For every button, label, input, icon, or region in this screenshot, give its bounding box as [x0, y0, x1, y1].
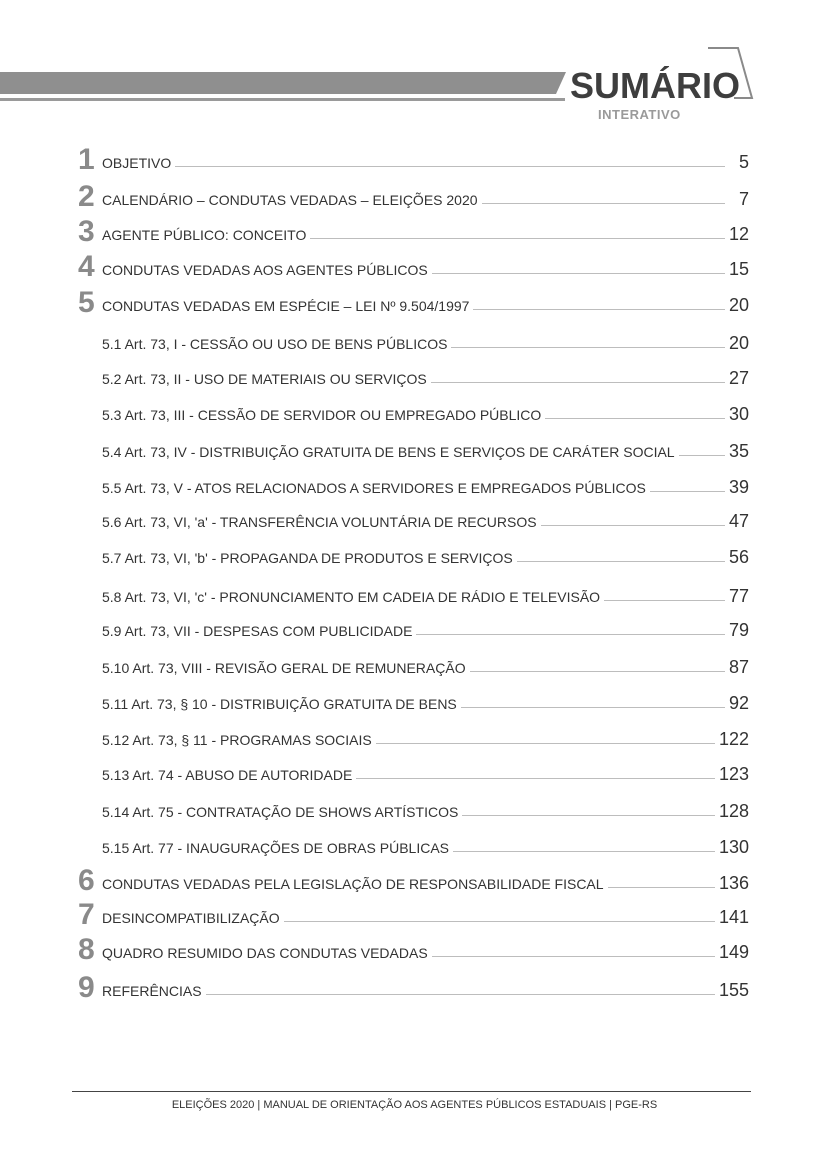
toc-entry[interactable] — [0, 217, 829, 247]
toc-page-number[interactable]: 79 — [725, 620, 749, 641]
toc-subentry[interactable] — [0, 470, 829, 500]
toc-section-number: 4 — [78, 250, 95, 283]
toc-page-number[interactable]: 39 — [725, 477, 749, 498]
toc-section-number: 3 — [78, 215, 95, 248]
toc-title[interactable]: 5.1 Art. 73, I - CESSÃO OU USO DE BENS PÚBLICOS — [102, 336, 451, 352]
toc-title[interactable]: CONDUTAS VEDADAS EM ESPÉCIE – LEI Nº 9.504/1997 — [102, 298, 473, 314]
toc-subentry[interactable] — [0, 722, 829, 752]
toc-page-number[interactable]: 87 — [725, 657, 749, 678]
toc-title[interactable]: 5.15 Art. 77 - INAUGURAÇÕES DE OBRAS PÚBLICAS — [102, 840, 453, 856]
toc-entry[interactable] — [0, 252, 829, 282]
toc-title[interactable]: CONDUTAS VEDADAS PELA LEGISLAÇÃO DE RESPONSABILIDADE FISCAL — [102, 876, 608, 892]
toc-subentry[interactable] — [0, 540, 829, 570]
toc-title[interactable]: 5.7 Art. 73, VI, 'b' - PROPAGANDA DE PRODUTOS E SERVIÇOS — [102, 550, 517, 566]
toc-leader-line — [102, 166, 725, 167]
toc-title[interactable]: CONDUTAS VEDADAS AOS AGENTES PÚBLICOS — [102, 262, 432, 278]
toc-title[interactable]: 5.13 Art. 74 - ABUSO DE AUTORIDADE — [102, 767, 356, 783]
toc-section-number: 5 — [78, 286, 95, 319]
header-band-tip — [556, 72, 566, 94]
toc-page-number[interactable]: 128 — [715, 801, 749, 822]
toc-page-number[interactable]: 123 — [715, 764, 749, 785]
header-rule — [0, 98, 565, 101]
toc-subentry[interactable] — [0, 361, 829, 391]
toc-title[interactable]: 5.14 Art. 75 - CONTRATAÇÃO DE SHOWS ARTÍSTICOS — [102, 804, 462, 820]
toc-section-number: 9 — [78, 971, 95, 1004]
toc-subentry[interactable] — [0, 579, 829, 609]
toc-page-number[interactable]: 30 — [725, 404, 749, 425]
toc-title[interactable]: 5.12 Art. 73, § 11 - PROGRAMAS SOCIAIS — [102, 732, 376, 748]
toc-section-number: 2 — [78, 180, 95, 213]
toc-page-number[interactable]: 155 — [715, 980, 749, 1001]
toc-subentry[interactable] — [0, 686, 829, 716]
toc-page-number[interactable]: 149 — [715, 942, 749, 963]
toc-section-number: 8 — [78, 933, 95, 966]
header-band — [0, 72, 556, 94]
toc-title[interactable]: CALENDÁRIO – CONDUTAS VEDADAS – ELEIÇÕES 2020 — [102, 192, 482, 208]
footer-rule — [72, 1091, 751, 1092]
toc-subentry[interactable] — [0, 757, 829, 787]
toc-page-number[interactable]: 35 — [725, 441, 749, 462]
toc-title[interactable]: 5.9 Art. 73, VII - DESPESAS COM PUBLICIDADE — [102, 623, 416, 639]
toc-title[interactable]: 5.2 Art. 73, II - USO DE MATERIAIS OU SERVIÇOS — [102, 371, 431, 387]
toc-entry[interactable] — [0, 900, 829, 930]
toc-page-number[interactable]: 20 — [725, 295, 749, 316]
toc-title[interactable]: QUADRO RESUMIDO DAS CONDUTAS VEDADAS — [102, 945, 432, 961]
page-subtitle: INTERATIVO — [598, 107, 681, 122]
toc-title[interactable]: REFERÊNCIAS — [102, 983, 206, 999]
toc-page-number[interactable]: 20 — [725, 333, 749, 354]
toc-subentry[interactable] — [0, 434, 829, 464]
toc-page-number[interactable]: 122 — [715, 729, 749, 750]
toc-title[interactable]: 5.10 Art. 73, VIII - REVISÃO GERAL DE REMUNERAÇÃO — [102, 660, 470, 676]
toc-section-number: 1 — [78, 143, 95, 176]
footer-text: ELEIÇÕES 2020 | MANUAL DE ORIENTAÇÃO AOS AGENTES PÚBLICOS ESTADUAIS | PGE-RS — [171, 1099, 658, 1111]
toc-title[interactable]: AGENTE PÚBLICO: CONCEITO — [102, 227, 310, 243]
toc-page-number[interactable]: 47 — [725, 511, 749, 532]
toc-page-number[interactable]: 77 — [725, 586, 749, 607]
toc-subentry[interactable] — [0, 794, 829, 824]
toc-subentry[interactable] — [0, 326, 829, 356]
toc-title[interactable]: 5.5 Art. 73, V - ATOS RELACIONADOS A SERVIDORES E EMPREGADOS PÚBLICOS — [102, 480, 650, 496]
toc-entry[interactable] — [0, 973, 829, 1003]
toc-subentry[interactable] — [0, 830, 829, 860]
toc-page-number[interactable]: 130 — [715, 837, 749, 858]
toc-page-number[interactable]: 5 — [735, 152, 749, 173]
toc-subentry[interactable] — [0, 504, 829, 534]
toc-entry[interactable] — [0, 935, 829, 965]
toc-page-number[interactable]: 141 — [715, 907, 749, 928]
toc-page-number[interactable]: 15 — [725, 259, 749, 280]
page-title: SUMÁRIO — [570, 65, 740, 106]
toc-title[interactable]: DESINCOMPATIBILIZAÇÃO — [102, 910, 284, 926]
toc-page-number[interactable]: 136 — [715, 873, 749, 894]
toc-page-number[interactable]: 27 — [725, 368, 749, 389]
toc-page-number[interactable]: 7 — [735, 189, 749, 210]
toc-entry[interactable] — [0, 182, 829, 212]
toc-entry[interactable] — [0, 145, 829, 175]
toc-title[interactable]: 5.6 Art. 73, VI, 'a' - TRANSFERÊNCIA VOLUNTÁRIA DE RECURSOS — [102, 514, 541, 530]
toc-entry[interactable] — [0, 866, 829, 896]
toc-title[interactable]: OBJETIVO — [102, 155, 175, 171]
toc-entry[interactable] — [0, 288, 829, 318]
toc-page-number[interactable]: 92 — [725, 693, 749, 714]
toc-subentry[interactable] — [0, 650, 829, 680]
toc-title[interactable]: 5.4 Art. 73, IV - DISTRIBUIÇÃO GRATUITA DE BENS E SERVIÇOS DE CARÁTER SOCIAL — [102, 444, 679, 460]
toc-title[interactable]: 5.8 Art. 73, VI, 'c' - PRONUNCIAMENTO EM CADEIA DE RÁDIO E TELEVISÃO — [102, 589, 604, 605]
toc-section-number: 7 — [78, 898, 95, 931]
toc-page-number[interactable]: 12 — [725, 224, 749, 245]
toc-subentry[interactable] — [0, 613, 829, 643]
toc-title[interactable]: 5.3 Art. 73, III - CESSÃO DE SERVIDOR OU EMPREGADO PÚBLICO — [102, 407, 545, 423]
toc-page-number[interactable]: 56 — [725, 547, 749, 568]
toc-title[interactable]: 5.11 Art. 73, § 10 - DISTRIBUIÇÃO GRATUITA DE BENS — [102, 696, 461, 712]
toc-subentry[interactable] — [0, 397, 829, 427]
toc-section-number: 6 — [78, 864, 95, 897]
